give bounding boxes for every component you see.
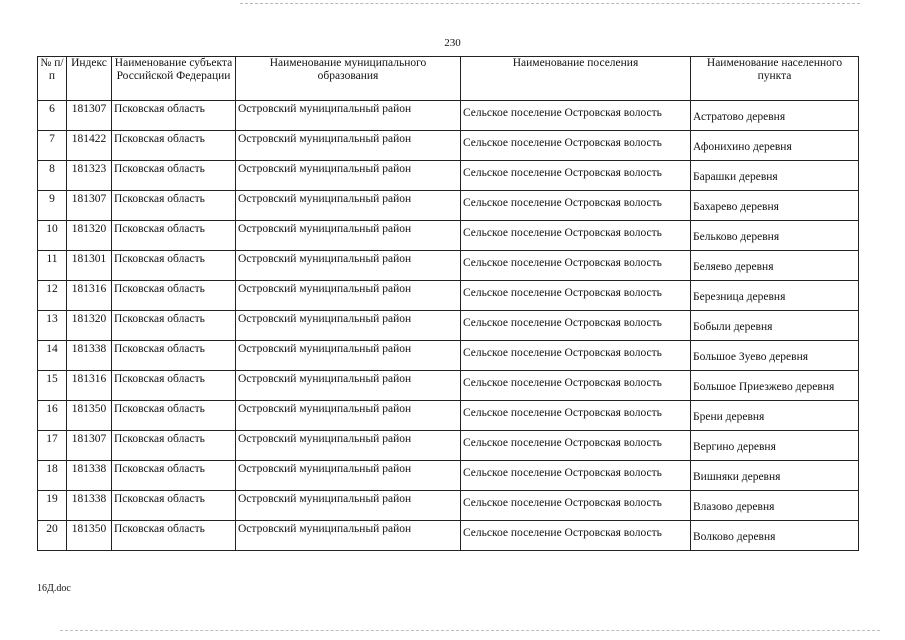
cell-settlement: Сельское поселение Островская волость (461, 341, 691, 371)
cell-municipal: Островский муниципальный район (236, 101, 461, 131)
cell-locality: Барашки деревня (691, 161, 859, 191)
cell-locality: Большое Зуево деревня (691, 341, 859, 371)
cell-num: 16 (38, 401, 67, 431)
cell-locality: Влазово деревня (691, 491, 859, 521)
cell-index: 181316 (67, 371, 112, 401)
table-row (38, 401, 859, 431)
cell-subject: Псковская область (112, 491, 236, 521)
table-row (38, 491, 859, 521)
header-locality: Наименование населенного пункта (691, 57, 859, 101)
header-subject: Наименование субъекта Российской Федерации (112, 57, 236, 101)
cell-municipal: Островский муниципальный район (236, 491, 461, 521)
cell-locality: Бахарево деревня (691, 191, 859, 221)
cell-municipal: Островский муниципальный район (236, 521, 461, 551)
cell-num: 8 (38, 161, 67, 191)
cell-municipal: Островский муниципальный район (236, 191, 461, 221)
cell-settlement: Сельское поселение Островская волость (461, 251, 691, 281)
cell-municipal: Островский муниципальный район (236, 461, 461, 491)
cell-num: 6 (38, 101, 67, 131)
table-row (38, 311, 859, 341)
table-row (38, 191, 859, 221)
cell-subject: Псковская область (112, 341, 236, 371)
cell-settlement: Сельское поселение Островская волость (461, 161, 691, 191)
scan-artifact-bottom (60, 630, 880, 633)
table-row (38, 221, 859, 251)
cell-index: 181301 (67, 251, 112, 281)
cell-num: 9 (38, 191, 67, 221)
cell-municipal: Островский муниципальный район (236, 341, 461, 371)
cell-municipal: Островский муниципальный район (236, 281, 461, 311)
cell-subject: Псковская область (112, 161, 236, 191)
cell-num: 18 (38, 461, 67, 491)
table-row (38, 281, 859, 311)
cell-num: 7 (38, 131, 67, 161)
cell-locality: Афонихино деревня (691, 131, 859, 161)
cell-index: 181307 (67, 101, 112, 131)
cell-num: 15 (38, 371, 67, 401)
cell-subject: Псковская область (112, 191, 236, 221)
cell-municipal: Островский муниципальный район (236, 131, 461, 161)
cell-num: 13 (38, 311, 67, 341)
cell-index: 181307 (67, 431, 112, 461)
cell-subject: Псковская область (112, 371, 236, 401)
cell-locality: Бельково деревня (691, 221, 859, 251)
cell-settlement: Сельское поселение Островская волость (461, 101, 691, 131)
cell-num: 11 (38, 251, 67, 281)
cell-index: 181320 (67, 221, 112, 251)
cell-municipal: Островский муниципальный район (236, 161, 461, 191)
cell-index: 181338 (67, 491, 112, 521)
cell-settlement: Сельское поселение Островская волость (461, 221, 691, 251)
table-row (38, 341, 859, 371)
table-row (38, 251, 859, 281)
cell-locality: Волково деревня (691, 521, 859, 551)
cell-index: 181338 (67, 341, 112, 371)
cell-settlement: Сельское поселение Островская волость (461, 431, 691, 461)
cell-subject: Псковская область (112, 431, 236, 461)
header-municipal: Наименование муниципального образования (236, 57, 461, 101)
cell-subject: Псковская область (112, 281, 236, 311)
table-row (38, 431, 859, 461)
cell-locality: Бобыли деревня (691, 311, 859, 341)
table-row (38, 101, 859, 131)
table-row (38, 521, 859, 551)
localities-table (37, 56, 859, 551)
cell-municipal: Островский муниципальный район (236, 221, 461, 251)
header-index: Индекс (67, 57, 112, 101)
header-settlement: Наименование поселения (461, 57, 691, 101)
cell-municipal: Островский муниципальный район (236, 371, 461, 401)
cell-settlement: Сельское поселение Островская волость (461, 191, 691, 221)
cell-num: 19 (38, 491, 67, 521)
cell-index: 181350 (67, 521, 112, 551)
table-row (38, 371, 859, 401)
cell-settlement: Сельское поселение Островская волость (461, 281, 691, 311)
scan-artifact-top (240, 3, 860, 6)
cell-locality: Беляево деревня (691, 251, 859, 281)
cell-settlement: Сельское поселение Островская волость (461, 131, 691, 161)
table-header-row (38, 57, 859, 101)
cell-index: 181320 (67, 311, 112, 341)
cell-locality: Большое Приезжево деревня (691, 371, 859, 401)
cell-settlement: Сельское поселение Островская волость (461, 521, 691, 551)
cell-locality: Брени деревня (691, 401, 859, 431)
cell-index: 181350 (67, 401, 112, 431)
page-number: 230 (444, 37, 461, 49)
cell-index: 181307 (67, 191, 112, 221)
table-row (38, 161, 859, 191)
cell-subject: Псковская область (112, 131, 236, 161)
cell-num: 17 (38, 431, 67, 461)
cell-settlement: Сельское поселение Островская волость (461, 461, 691, 491)
cell-subject: Псковская область (112, 521, 236, 551)
table-row (38, 131, 859, 161)
cell-subject: Псковская область (112, 221, 236, 251)
cell-num: 12 (38, 281, 67, 311)
footer-filename: 16Д.doc (37, 583, 71, 594)
cell-locality: Астратово деревня (691, 101, 859, 131)
cell-locality: Березница деревня (691, 281, 859, 311)
cell-index: 181422 (67, 131, 112, 161)
cell-subject: Псковская область (112, 401, 236, 431)
cell-municipal: Островский муниципальный район (236, 431, 461, 461)
cell-subject: Псковская область (112, 251, 236, 281)
cell-subject: Псковская область (112, 311, 236, 341)
cell-index: 181316 (67, 281, 112, 311)
cell-settlement: Сельское поселение Островская волость (461, 371, 691, 401)
cell-num: 10 (38, 221, 67, 251)
cell-settlement: Сельское поселение Островская волость (461, 311, 691, 341)
header-num: № п/п (38, 57, 67, 101)
cell-municipal: Островский муниципальный район (236, 401, 461, 431)
cell-subject: Псковская область (112, 101, 236, 131)
cell-municipal: Островский муниципальный район (236, 251, 461, 281)
cell-settlement: Сельское поселение Островская волость (461, 401, 691, 431)
cell-locality: Вишняки деревня (691, 461, 859, 491)
cell-num: 20 (38, 521, 67, 551)
cell-municipal: Островский муниципальный район (236, 311, 461, 341)
cell-locality: Вергино деревня (691, 431, 859, 461)
cell-num: 14 (38, 341, 67, 371)
table-row (38, 461, 859, 491)
cell-subject: Псковская область (112, 461, 236, 491)
cell-index: 181338 (67, 461, 112, 491)
cell-settlement: Сельское поселение Островская волость (461, 491, 691, 521)
cell-index: 181323 (67, 161, 112, 191)
